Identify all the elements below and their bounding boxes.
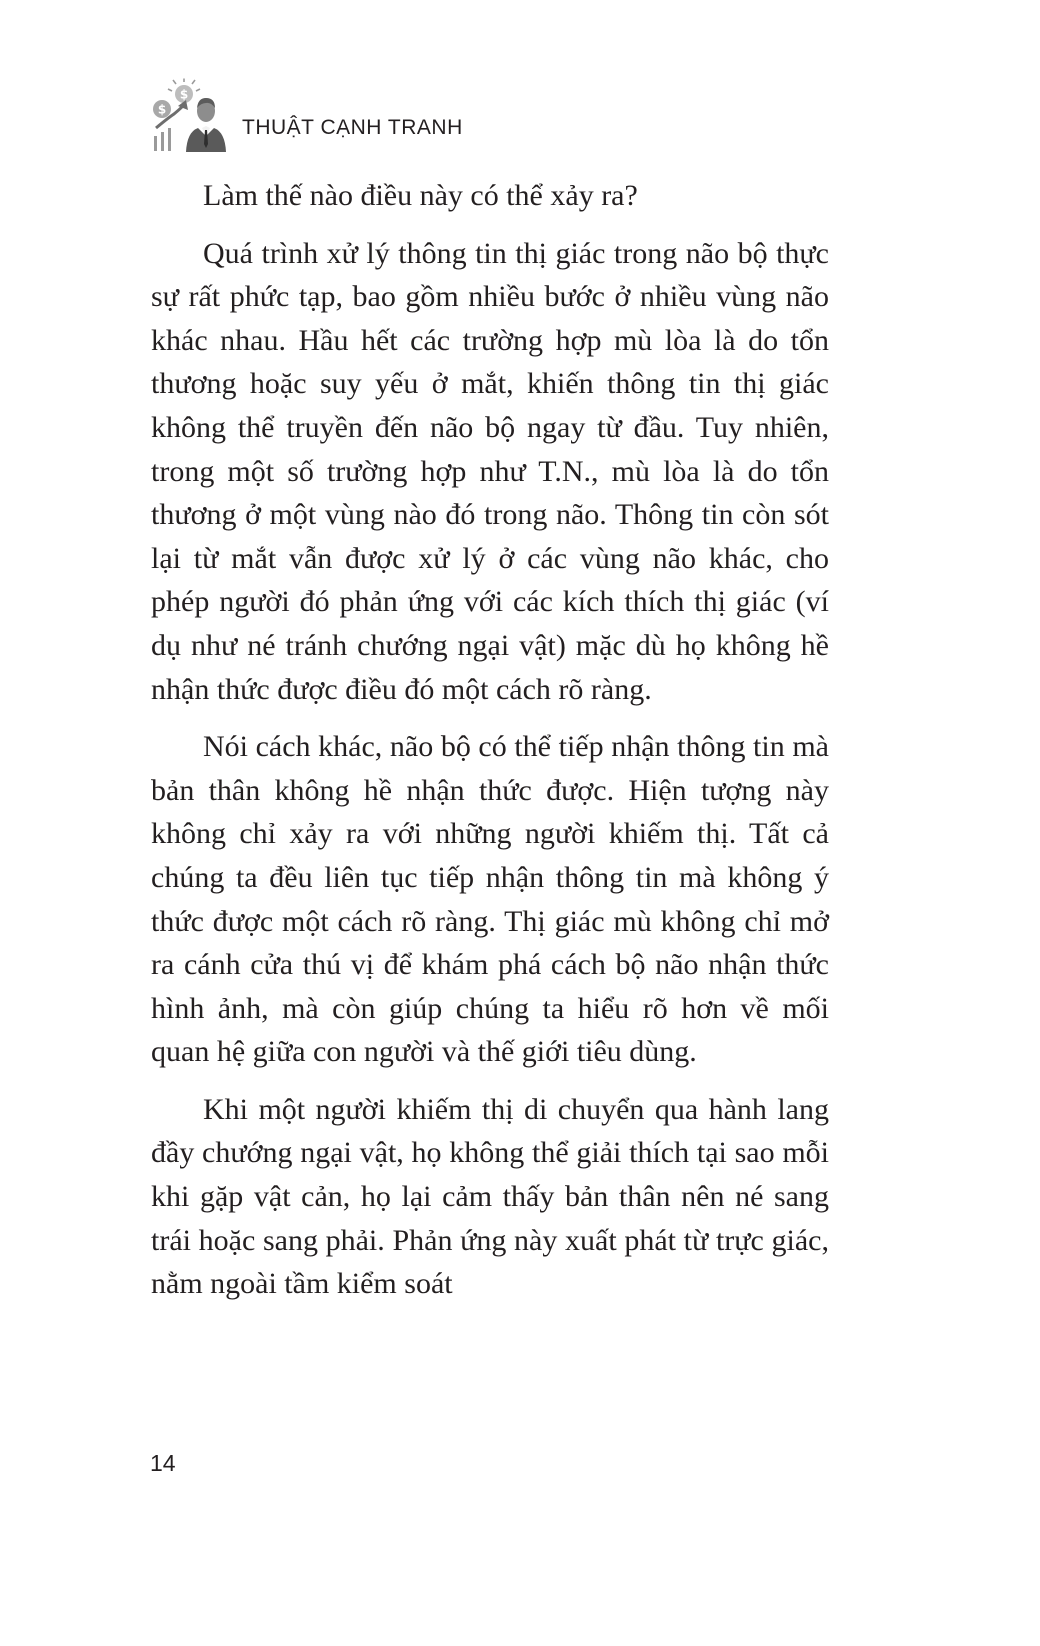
svg-text:$: $ [157, 102, 167, 117]
running-title: THUẬT CẠNH TRANH [242, 116, 463, 139]
page-header [150, 76, 463, 152]
svg-text:$: $ [179, 87, 189, 102]
paragraph: Nói cách khác, não bộ có thể tiếp nhận thông tin mà bản thân không hề nhận thức được. Hiện tượng này không chỉ xảy ra với những người khiếm thị. Tất cả chúng ta đều liên tục tiếp nhận thông tin mà không ý thức được một cách rõ ràng. Thị giác mù không chỉ mở ra cánh cửa thú vị để khám phá cách bộ não nhận thức hình ảnh, mà còn giúp chúng ta hiểu rõ hơn về mối quan hệ giữa con người và thế giới tiêu dùng. [151, 730, 829, 1069]
paragraph: Làm thế nào điều này có thể xảy ra? [203, 179, 638, 212]
body-text [151, 174, 829, 1320]
paragraph: Khi một người khiếm thị di chuyển qua hành lang đầy chướng ngại vật, họ không thể giải thích tại sao mỗi khi gặp vật cản, họ lại cảm thấy bản thân nên né sang trái hoặc sang phải. Phản ứng này xuất phát từ trực giác, nằm ngoài tầm kiểm soát [151, 1092, 829, 1301]
page-number: 14 [150, 1450, 176, 1476]
business-growth-logo-icon [150, 78, 228, 152]
paragraph: Quá trình xử lý thông tin thị giác trong não bộ thực sự rất phức tạp, bao gồm nhiều bước ở nhiều vùng não khác nhau. Hầu hết các trường hợp mù lòa là do tổn thương hoặc suy yếu ở mắt, khiến thông tin thị giác không thể truyền đến não bộ ngay từ đầu. Tuy nhiên, trong một số trường hợp như T.N., mù lòa là do tổn thương ở một vùng nào đó trong não. Thông tin còn sót lại từ mắt vẫn được xử lý ở các vùng não khác, cho phép người đó phản ứng với các kích thích thị giác (ví dụ như né tránh chướng ngại vật) mặc dù họ không hề nhận thức được điều đó một cách rõ ràng. [151, 236, 829, 706]
